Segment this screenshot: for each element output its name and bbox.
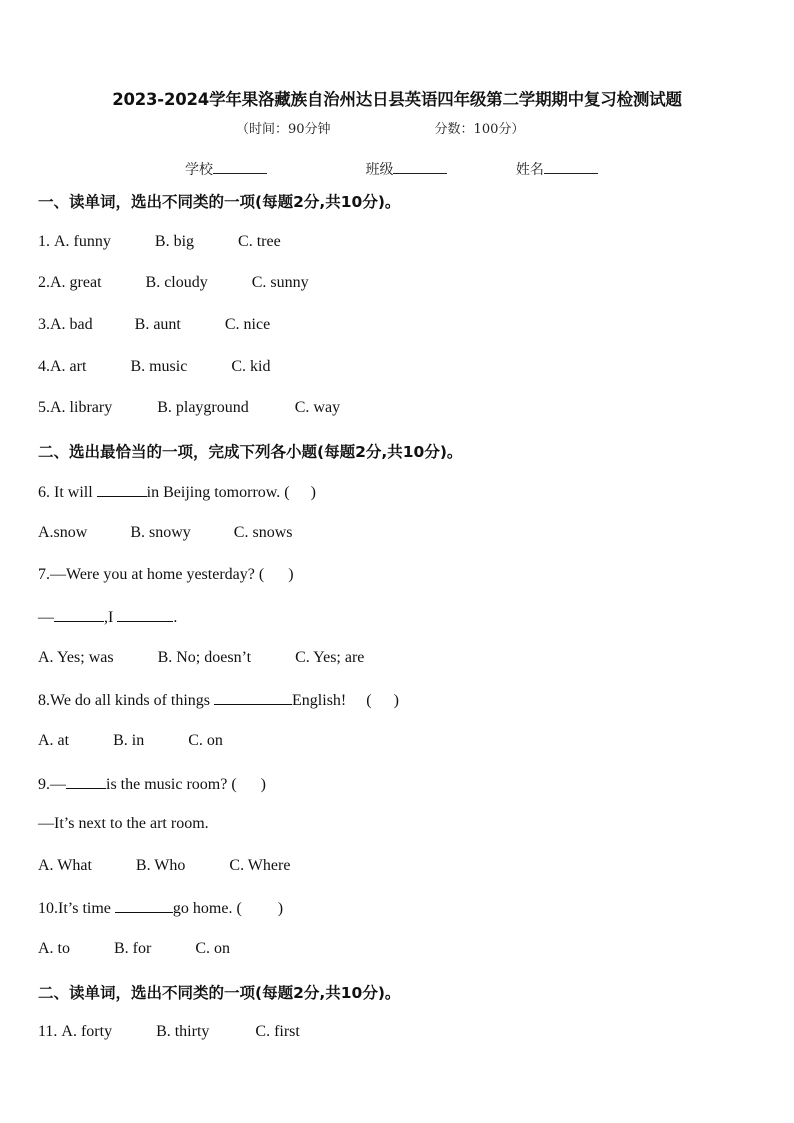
q8-stem-start: 8.We do all kinds of things xyxy=(38,692,215,709)
question-5 xyxy=(38,399,340,417)
q7-option-a: A. Yes; was xyxy=(38,649,114,666)
q9-answer-line: —It’s next to the art room. xyxy=(38,815,209,832)
q2-option-a: A. great xyxy=(50,274,102,291)
time-limit: （时间：90分钟 xyxy=(236,122,331,137)
q6-options xyxy=(38,524,292,542)
q1-option-a: A. funny xyxy=(54,233,111,250)
q8-options xyxy=(38,732,223,750)
q9-stem-end: is the music room? ( xyxy=(106,776,237,793)
q7-option-c: C. Yes; are xyxy=(295,649,365,666)
q2-number: 2. xyxy=(38,274,50,291)
section-2-heading: 二、选出最恰当的一项，完成下列各小题(每题2分,共10分)。 xyxy=(38,443,463,461)
q3-option-b: B. aunt xyxy=(134,316,181,333)
exam-info xyxy=(236,118,524,137)
q10-stem-start: 10.It’s time xyxy=(38,900,115,917)
q7-answer-blank-2[interactable] xyxy=(117,607,173,622)
q5-number: 5. xyxy=(38,399,50,416)
q9-answer-blank[interactable] xyxy=(66,774,106,789)
q7-answer-blank-1[interactable] xyxy=(54,607,104,622)
section-3-heading: 二、读单词，选出不同类的一项(每题2分,共10分)。 xyxy=(38,984,401,1002)
q7-option-b: B. No; doesn’t xyxy=(157,649,252,666)
q2-option-b: B. cloudy xyxy=(145,274,208,291)
question-7 xyxy=(38,566,294,584)
question-1 xyxy=(38,233,281,251)
q6-option-b: B. snowy xyxy=(130,524,191,541)
school-field xyxy=(185,159,267,179)
q7-paren-close: ) xyxy=(288,566,294,583)
q7-period: . xyxy=(173,609,178,626)
q6-stem-end: in Beijing tomorrow. ( xyxy=(146,484,290,501)
q9-paren-close: ) xyxy=(260,776,266,793)
q8-stem-end: English! xyxy=(292,692,347,709)
q10-option-a: A. to xyxy=(38,940,70,957)
q1-option-b: B. big xyxy=(154,233,195,250)
q4-option-c: C. kid xyxy=(231,358,271,375)
q5-option-b: B. playground xyxy=(157,399,249,416)
q6-stem-start: 6. It will xyxy=(38,484,97,501)
q10-options xyxy=(38,940,230,958)
question-4 xyxy=(38,358,270,376)
name-field xyxy=(516,159,598,179)
q7-dash: — xyxy=(38,609,54,626)
school-label: 学校 xyxy=(185,162,213,178)
class-label: 班级 xyxy=(365,162,394,178)
q8-answer-blank[interactable] xyxy=(214,690,292,705)
question-10 xyxy=(38,898,283,918)
q9-option-b: B. Who xyxy=(135,857,186,874)
question-9 xyxy=(38,774,266,794)
name-label: 姓名 xyxy=(515,162,544,178)
q11-option-c: C. first xyxy=(255,1023,300,1040)
q1-option-c: C. tree xyxy=(238,233,281,250)
q8-paren-open: ( xyxy=(366,692,372,709)
school-blank[interactable] xyxy=(213,160,267,174)
q9-option-c: C. Where xyxy=(229,857,291,874)
q6-option-c: C. snows xyxy=(233,524,293,541)
q1-number: 1. xyxy=(38,233,54,250)
question-2 xyxy=(38,274,309,292)
name-blank[interactable] xyxy=(544,160,598,174)
q6-paren-close: ) xyxy=(310,484,316,501)
question-11 xyxy=(38,1023,300,1041)
q10-stem-end: go home. ( xyxy=(172,900,242,917)
q3-number: 3. xyxy=(38,316,50,333)
q8-option-a: A. at xyxy=(38,732,70,749)
q3-option-c: C. nice xyxy=(224,316,271,333)
q7-options xyxy=(38,649,364,667)
q9-option-a: A. What xyxy=(38,857,92,874)
question-6 xyxy=(38,482,316,502)
q5-option-c: C. way xyxy=(294,399,341,416)
q3-option-a: A. bad xyxy=(50,316,93,333)
q4-number: 4. xyxy=(38,358,50,375)
exam-title: 2023-2024学年果洛藏族自治州达日县英语四年级第二学期期中复习检测试题 xyxy=(112,90,682,109)
q4-option-a: A. art xyxy=(50,358,87,375)
section-1-heading: 一、读单词，选出不同类的一项(每题2分,共10分)。 xyxy=(38,193,401,211)
total-score: 分数：100分） xyxy=(434,122,525,137)
q7-response xyxy=(38,607,177,627)
q10-option-c: C. on xyxy=(195,940,230,957)
q11-number: 11. xyxy=(38,1023,62,1040)
class-field xyxy=(365,159,447,179)
q10-paren-close: ) xyxy=(277,900,284,917)
q7-comma-i: ,I xyxy=(104,609,118,626)
q9-options xyxy=(38,857,290,875)
question-8 xyxy=(38,690,399,710)
student-info-line xyxy=(185,159,598,179)
q2-option-c: C. sunny xyxy=(251,274,309,291)
q9-stem-start: 9.— xyxy=(38,776,66,793)
q10-answer-blank[interactable] xyxy=(115,898,173,913)
q6-option-a: A.snow xyxy=(38,524,88,541)
q11-option-a: A. forty xyxy=(61,1023,113,1040)
q8-option-b: B. in xyxy=(113,732,145,749)
q7-stem: 7.—Were you at home yesterday? ( xyxy=(38,566,265,583)
q8-paren-close: ) xyxy=(393,692,399,709)
q11-option-b: B. thirty xyxy=(156,1023,210,1040)
q10-option-b: B. for xyxy=(114,940,152,957)
q4-option-b: B. music xyxy=(130,358,188,375)
question-3 xyxy=(38,316,270,334)
q5-option-a: A. library xyxy=(50,399,113,416)
q8-option-c: C. on xyxy=(188,732,223,749)
q6-answer-blank[interactable] xyxy=(97,482,147,497)
class-blank[interactable] xyxy=(393,160,447,174)
